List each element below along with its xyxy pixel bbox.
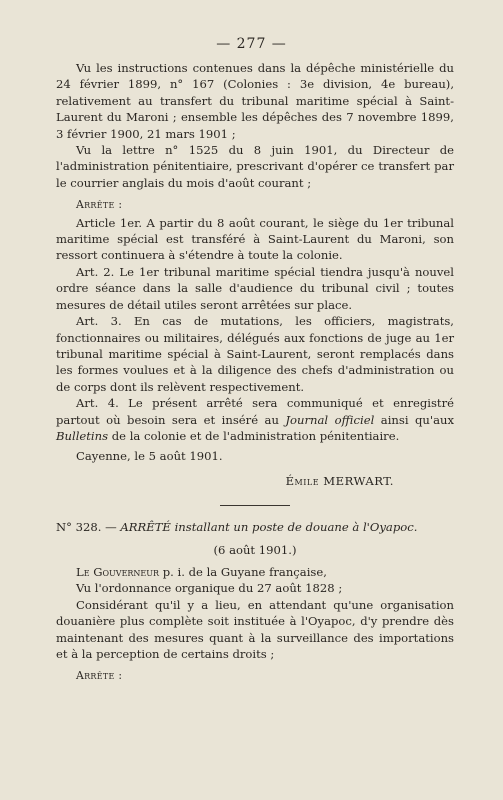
section-divider	[220, 505, 290, 506]
article-2: Art. 2. Le 1er tribunal maritime spécial tiendra jusqu'à nouvel ordre séance dans la salle d'audience du tribunal civil ; toutes mesures de détail utiles seront arrêtées sur place.	[56, 264, 454, 312]
title-rest: installant un poste de douane à l'Oyapoc.	[170, 520, 418, 535]
document-body	[56, 60, 454, 686]
journal-officiel: Journal officiel	[285, 412, 375, 427]
title-arrete: ARRÊTÉ	[120, 520, 171, 535]
paragraph-vu-lettre: Vu la lettre n° 1525 du 8 juin 1901, du Directeur de l'administration pénitentiaire, prescrivant d'opérer ce transfert par le courrier anglais du mois d'août courant ;	[56, 143, 454, 190]
place-date: Cayenne, le 5 août 1901.	[76, 449, 223, 464]
document-date: (6 août 1901.)	[213, 542, 297, 557]
article-4-text-b: ainsi qu'aux	[374, 412, 454, 427]
document-title	[56, 519, 454, 535]
article-3: Art. 3. En cas de mutations, les officiers, magistrats, fonctionnaires ou militaires, délégués aux fonctions de juge au 1er tribunal maritime spécial à Saint-Laurent, seront remplacés dans les formes voulues et à la diligence des chefs d'administration ou de corps dont ils relèvent respectivement.	[56, 314, 454, 394]
article-1: Article 1er. A partir du 8 août courant, le siège du 1er tribunal maritime spécial est transféré à Saint-Laurent du Maroni, son ressort continuera à s'étendre à toute la colonie.	[56, 215, 454, 263]
signature: Émile MERWART.	[285, 473, 394, 488]
article-4-text-a: Art. 4. Le présent arrêté sera communiqué et enregistré partout où besoin sera et inséré au	[56, 396, 454, 427]
arrete-heading-2: Arrête :	[76, 669, 123, 683]
document-number: N° 328. —	[56, 520, 121, 535]
article-4-text-c: de la colonie et de l'administration pénitentiaire.	[108, 428, 400, 443]
governor-line	[56, 564, 454, 580]
paragraph-vu-ordonnance: Vu l'ordonnance organique du 27 août 1828 ;	[76, 581, 343, 596]
article-4	[56, 395, 454, 444]
arrete-heading: Arrête :	[76, 198, 123, 212]
page-number: — 277 —	[216, 36, 287, 52]
paragraph-considerant: Considérant qu'il y a lieu, en attendant qu'une organisation douanière plus complète soit instituée à l'Oyapoc, d'y prendre dès maintenant des mesures quant à la surveillance des importations et à la perception de certains droits ;	[56, 597, 454, 661]
governor-rest: p. i. de la Guyane française,	[159, 564, 327, 579]
paragraph-vu-instructions: Vu les instructions contenues dans la dépêche ministérielle du 24 février 1899, n° 167 (Colonies : 3e division, 4e bureau), relativement au transfert du tribunal maritime spécial à Saint-Laurent du Maroni ; ensemble les dépêches des 7 novembre 1899, 3 février 1900, 21 mars 1901 ;	[56, 61, 454, 141]
bulletins: Bulletins	[56, 428, 109, 443]
governor-title: Le Gouverneur	[76, 564, 160, 579]
